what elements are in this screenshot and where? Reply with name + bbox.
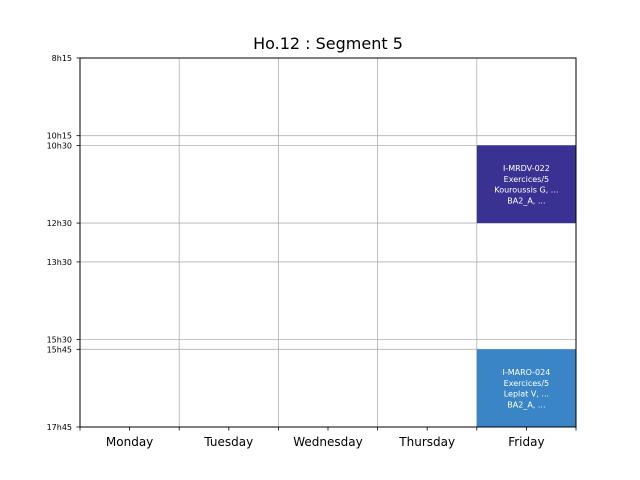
x-tick-label: Monday: [105, 435, 154, 449]
event-rect: [477, 349, 576, 427]
event-text-line: Exercices/5: [503, 174, 550, 184]
y-tick-label: 17h45: [46, 423, 72, 432]
event-text-line: I-MARO-024: [502, 367, 551, 377]
event-text-line: BA2_A, ...: [507, 400, 546, 410]
y-tick-label: 13h30: [46, 257, 72, 267]
event-text-line: BA2_A, ...: [507, 196, 546, 206]
event-block: [477, 349, 576, 427]
event-text-line: I-MRDV-022: [502, 164, 550, 174]
x-tick-label: Tuesday: [204, 435, 254, 449]
event-text-line: Leplat V, ...: [503, 389, 550, 399]
y-tick-label: 8h15: [51, 54, 72, 63]
event-text-line: Kouroussis G, ...: [494, 185, 559, 195]
x-tick-label: Thursday: [399, 435, 456, 449]
x-tick-label: Wednesday: [293, 435, 363, 449]
x-tick-label: Friday: [508, 435, 545, 449]
y-tick-label: 12h30: [46, 219, 72, 229]
event-layer: [477, 145, 576, 427]
y-tick-label: 15h45: [46, 345, 72, 355]
y-tick-label: 10h30: [46, 141, 72, 151]
event-text-line: Exercices/5: [503, 378, 550, 388]
event-rect: [477, 145, 576, 223]
event-block: [477, 145, 576, 223]
y-tick-label: 15h30: [46, 335, 72, 345]
chart-title: Ho.12 : Segment 5: [253, 34, 403, 53]
y-tick-label: 10h15: [46, 131, 72, 141]
